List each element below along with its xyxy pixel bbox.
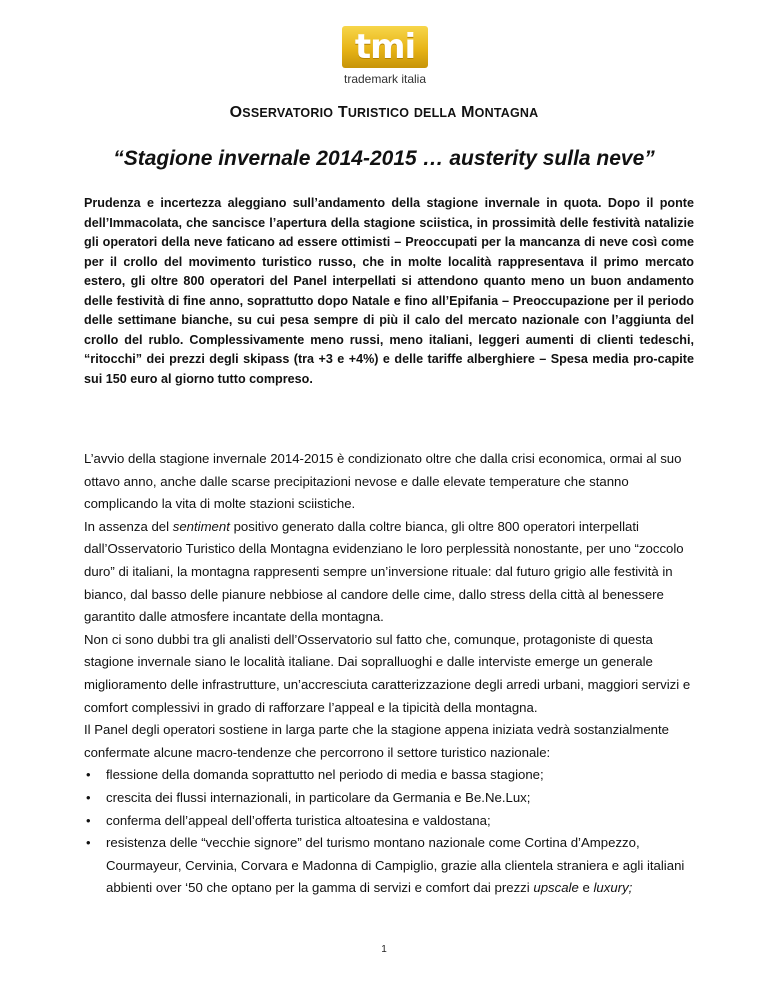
bullet-item: • flessione della domanda soprattutto nel periodo di media e bassa stagione;	[84, 764, 696, 787]
lead-paragraph: Prudenza e incertezza aleggiano sull’andamento della stagione invernale in quota. Dopo il ponte dell’Immacolata, che sancisce l’apertura della stagione sciistica, in prossimità delle festività natalizie gli operatori della neve faticano ad essere ottimisti – Preoccupati per la mancanza di neve così come per il crollo del movimento turistico russo, che in molte località rappresentava il primo mercato estero, gli oltre 800 operatori del Panel interpellati si attendono quanto meno un buon andamento delle festività di fine anno, soprattutto dopo Natale e fino all’Epifania – Preoccupazione per il periodo delle settimane bianche, su cui pesa sempre di più il calo del mercato nazionale con l’aggiunta del crollo del rublo. Complessivamente meno russi, meno italiani, leggeri aumenti di clienti tedeschi, “ritocchi” dei prezzi degli skipass (tra +3 e +4%) e delle tariffe alberghiere – Spesa media pro-capite sui 150 euro al giorno tutto compreso.	[84, 196, 694, 386]
bullet-list	[84, 764, 696, 900]
paragraph: Non ci sono dubbi tra gli analisti dell’Osservatorio sul fatto che, comunque, protagoniste di questa stagione invernale siano le località italiane. Dai sopralluoghi e dalle interviste emerge un generale miglioramento delle infrastrutture, un’accresciuta caratterizzazione degli arredi urbani, maggiori servizi e comfort complessivi in grado di rafforzare l’appeal e la tipicità della montagna.	[84, 631, 691, 715]
section-heading	[0, 104, 768, 122]
body-text	[84, 448, 696, 900]
text-run: positivo generato dalla coltre bianca, gli oltre 800 operatori interpellati dall’Osservatorio Turistico della Montagna evidenziano le loro perplessità nonostante, per uno “zoccolo duro” di italiani, la montagna rappresenti sempre un’inversione rituale: dal futuro grigio alle festività in bianco, dal basso delle pianure nebbiose al candore delle cime, dallo stress della città al benessere garantito dalle atmosfere incantate della montagna.	[84, 518, 684, 625]
heading-initial: T	[337, 104, 348, 121]
emphasis: luxury;	[593, 880, 633, 896]
logo-mark: tmi	[342, 26, 428, 68]
bullet-item: • crescita dei flussi internazionali, in particolare da Germania e Be.Ne.Lux;	[84, 787, 696, 810]
trademark-italia-logo	[326, 26, 444, 92]
bullet-item	[84, 832, 696, 900]
text-run: In assenza del	[84, 518, 173, 534]
heading-smallcaps: URISTICO	[347, 106, 410, 120]
paragraph: Il Panel degli operatori sostiene in larga parte che la stagione appena iniziata vedrà sostanzialmente confermate alcune macro-tendenze che percorrono il settore turistico nazionale:	[84, 722, 670, 760]
document-title: “Stagione invernale 2014-2015 … austerity sulla neve”	[113, 147, 655, 170]
paragraph: L’avvio della stagione invernale 2014-2015 è condizionato oltre che dalla crisi economica, ormai al suo ottavo anno, anche dalle scarse precipitazioni nevose e dalle elevate temperature che stanno complicando la vita di molte stazioni sciistiche.	[84, 451, 682, 512]
logo-subtitle: trademark italia	[343, 72, 427, 86]
heading-smallcaps: SSERVATORIO	[242, 106, 334, 120]
paragraph	[84, 516, 696, 629]
heading-initial: M	[461, 104, 475, 121]
text-run: resistenza delle “vecchie signore” del turismo montano nazionale come Cortina d’Ampezzo, Courmayeur, Cervinia, Corvara e Madonna di Campiglio, grazie alla clientela straniera e agli italiani abbienti over ‘50 che optano per la gamma di servizi e comfort dai prezzi	[106, 835, 685, 896]
page-number: 1	[381, 944, 387, 955]
emphasis: sentiment	[172, 518, 230, 534]
text-run: e	[578, 880, 594, 896]
emphasis: upscale	[533, 880, 579, 896]
heading-smallcaps: DELLA	[413, 106, 457, 120]
heading-initial: O	[229, 104, 243, 121]
heading-smallcaps: ONTAGNA	[474, 106, 539, 120]
bullet-item: • conferma dell’appeal dell’offerta turistica altoatesina e valdostana;	[84, 810, 696, 833]
